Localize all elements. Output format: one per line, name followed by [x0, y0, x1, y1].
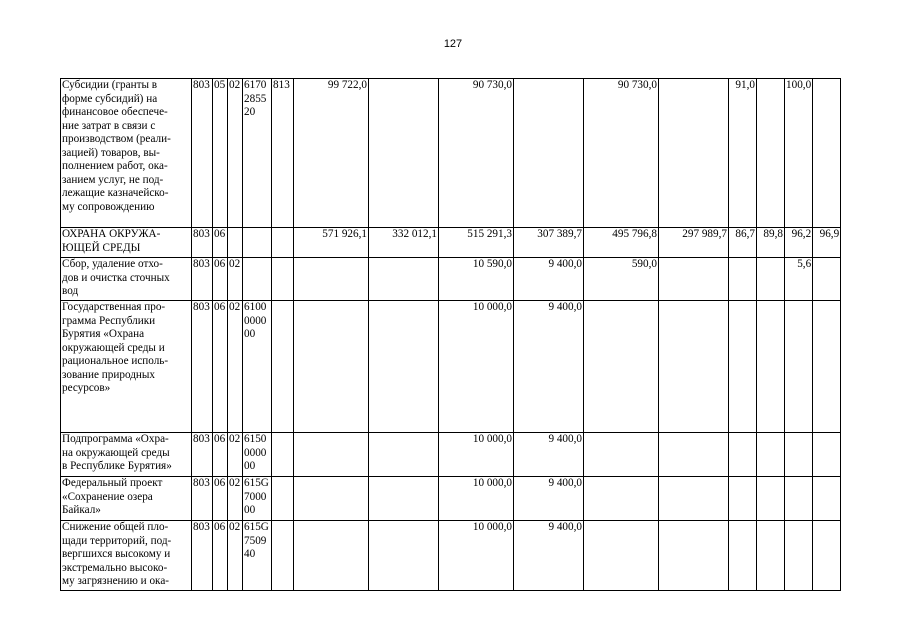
amount-cell	[369, 477, 439, 521]
percent-cell	[757, 79, 785, 228]
amount-cell: 9 400,0	[514, 433, 584, 477]
percent-cell	[729, 477, 757, 521]
percent-cell	[757, 433, 785, 477]
amount-cell: 10 000,0	[439, 433, 514, 477]
amount-cell: 495 796,8	[584, 228, 659, 258]
amount-cell: 590,0	[584, 258, 659, 301]
amount-cell	[584, 521, 659, 591]
amount-cell	[369, 521, 439, 591]
table-row	[61, 433, 841, 477]
row-name-cell: Федеральный проект «Сохранение озера Байкал»	[61, 477, 192, 521]
row-name-cell: Субсидии (гранты в форме субсидий) на финансовое обеспече- ние затрат в связи с производством (реали- зацией) товаров, вы- полнением работ, ока- занием услуг, не под- лежащие казначейско- му сопровождению	[61, 79, 192, 228]
section-code-cell: 06	[213, 433, 228, 477]
percent-cell	[757, 258, 785, 301]
ministry-code-cell: 803	[192, 258, 213, 301]
subsection-code-cell: 02	[228, 477, 243, 521]
expense-type-cell	[272, 521, 294, 591]
ministry-code-cell: 803	[192, 521, 213, 591]
percent-cell: 100,0	[785, 79, 813, 228]
expense-type-cell	[272, 301, 294, 433]
amount-cell	[294, 477, 369, 521]
table-row	[61, 301, 841, 433]
amount-cell	[659, 258, 729, 301]
amount-cell	[294, 301, 369, 433]
target-article-cell: 6150 0000 00	[243, 433, 272, 477]
amount-cell: 9 400,0	[514, 258, 584, 301]
target-article-cell: 615G 7000 00	[243, 477, 272, 521]
percent-cell	[813, 301, 841, 433]
target-article-cell	[243, 258, 272, 301]
subsection-code-cell: 02	[228, 301, 243, 433]
amount-cell	[369, 301, 439, 433]
amount-cell	[659, 521, 729, 591]
section-code-cell: 06	[213, 301, 228, 433]
ministry-code-cell: 803	[192, 79, 213, 228]
percent-cell	[785, 301, 813, 433]
ministry-code-cell: 803	[192, 301, 213, 433]
ministry-code-cell: 803	[192, 477, 213, 521]
amount-cell: 9 400,0	[514, 477, 584, 521]
amount-cell: 307 389,7	[514, 228, 584, 258]
amount-cell	[369, 433, 439, 477]
amount-cell	[659, 79, 729, 228]
percent-cell	[813, 477, 841, 521]
percent-cell: 89,8	[757, 228, 785, 258]
amount-cell	[294, 433, 369, 477]
amount-cell: 297 989,7	[659, 228, 729, 258]
subsection-code-cell: 02	[228, 433, 243, 477]
page-number: 127	[443, 38, 463, 50]
percent-cell	[813, 521, 841, 591]
section-code-cell: 06	[213, 521, 228, 591]
subsection-code-cell: 02	[228, 258, 243, 301]
budget-table	[60, 78, 841, 591]
amount-cell: 10 590,0	[439, 258, 514, 301]
table-row	[61, 228, 841, 258]
table-row	[61, 477, 841, 521]
amount-cell	[514, 79, 584, 228]
amount-cell	[584, 301, 659, 433]
expense-type-cell	[272, 258, 294, 301]
amount-cell	[294, 258, 369, 301]
row-name-cell: Снижение общей пло- щади территорий, под- вергшихся высокому и экстремально высоко- му загрязнению и ока-	[61, 521, 192, 591]
amount-cell: 332 012,1	[369, 228, 439, 258]
percent-cell	[729, 301, 757, 433]
expense-type-cell	[272, 433, 294, 477]
percent-cell	[785, 521, 813, 591]
expense-type-cell: 813	[272, 79, 294, 228]
target-article-cell	[243, 228, 272, 258]
table-row	[61, 521, 841, 591]
target-article-cell: 615G 7509 40	[243, 521, 272, 591]
row-name-cell: ОХРАНА ОКРУЖА- ЮЩЕЙ СРЕДЫ	[61, 228, 192, 258]
percent-cell	[729, 521, 757, 591]
percent-cell	[785, 433, 813, 477]
percent-cell	[785, 477, 813, 521]
table-row	[61, 79, 841, 228]
amount-cell	[369, 79, 439, 228]
percent-cell	[757, 477, 785, 521]
amount-cell: 10 000,0	[439, 477, 514, 521]
amount-cell: 9 400,0	[514, 301, 584, 433]
amount-cell	[294, 521, 369, 591]
target-article-cell: 6100 0000 00	[243, 301, 272, 433]
percent-cell	[813, 79, 841, 228]
table-row	[61, 258, 841, 301]
percent-cell: 91,0	[729, 79, 757, 228]
percent-cell	[729, 433, 757, 477]
percent-cell: 5,6	[785, 258, 813, 301]
expense-type-cell	[272, 477, 294, 521]
amount-cell: 99 722,0	[294, 79, 369, 228]
amount-cell: 9 400,0	[514, 521, 584, 591]
percent-cell	[729, 258, 757, 301]
expense-type-cell	[272, 228, 294, 258]
target-article-cell: 6170 2855 20	[243, 79, 272, 228]
amount-cell	[659, 433, 729, 477]
section-code-cell: 06	[213, 228, 228, 258]
percent-cell: 86,7	[729, 228, 757, 258]
row-name-cell: Сбор, удаление отхо- дов и очистка сточных вод	[61, 258, 192, 301]
section-code-cell: 06	[213, 258, 228, 301]
amount-cell: 90 730,0	[584, 79, 659, 228]
section-code-cell: 05	[213, 79, 228, 228]
row-name-cell: Государственная про- грамма Республики Бурятия «Охрана окружающей среды и рациональное исполь- зование природных ресурсов»	[61, 301, 192, 433]
amount-cell: 10 000,0	[439, 301, 514, 433]
percent-cell	[813, 433, 841, 477]
amount-cell	[369, 258, 439, 301]
subsection-code-cell	[228, 228, 243, 258]
amount-cell: 515 291,3	[439, 228, 514, 258]
percent-cell	[757, 301, 785, 433]
percent-cell	[757, 521, 785, 591]
amount-cell: 571 926,1	[294, 228, 369, 258]
ministry-code-cell: 803	[192, 433, 213, 477]
section-code-cell: 06	[213, 477, 228, 521]
subsection-code-cell: 02	[228, 521, 243, 591]
amount-cell	[659, 477, 729, 521]
percent-cell: 96,2	[785, 228, 813, 258]
amount-cell	[659, 301, 729, 433]
percent-cell	[813, 258, 841, 301]
percent-cell: 96,9	[813, 228, 841, 258]
ministry-code-cell: 803	[192, 228, 213, 258]
amount-cell: 10 000,0	[439, 521, 514, 591]
row-name-cell: Подпрограмма «Охра- на окружающей среды в Республике Бурятия»	[61, 433, 192, 477]
amount-cell: 90 730,0	[439, 79, 514, 228]
amount-cell	[584, 477, 659, 521]
subsection-code-cell: 02	[228, 79, 243, 228]
amount-cell	[584, 433, 659, 477]
